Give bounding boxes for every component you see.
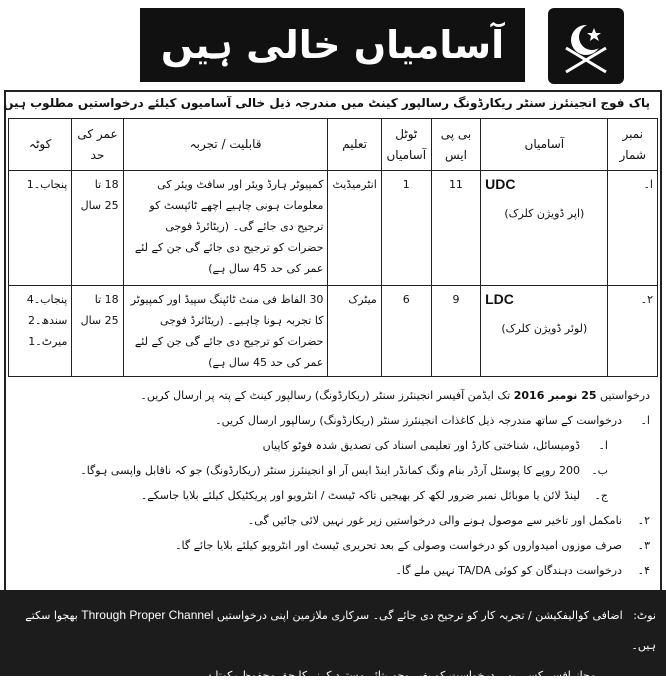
page-title: آسامیاں خالی ہیں <box>140 8 525 82</box>
post-cell <box>481 171 608 286</box>
emblem-icon <box>548 8 624 84</box>
deadline-date: 25 نومبر 2016 <box>513 389 597 402</box>
age-to: 25 سال <box>80 314 119 327</box>
item-text: درخواست کے ساتھ مندرجہ ذیل کاغذات انجینئرز سنٹر (ریکارڈونگ) رسالپور ارسال کریں۔ <box>215 414 622 427</box>
list-item <box>10 508 650 533</box>
item-text: درخواست دہندگان کو کوئی TA/DA نہیں ملے گا۔ <box>395 564 622 577</box>
deadline-pre: درخواستیں <box>600 389 650 402</box>
footer-note <box>0 590 666 682</box>
qualification: کمپیوٹر ہارڈ ویئر اور سافٹ ویئر کی معلومات ہونی چاہیے اچھے ٹائپسٹ کو ترجیح دی جائے گی۔ (ریٹائرڈ فوجی حضرات کو ترجیح دی جائے گی جن کے لئے عمر کی حد 45 سال ہے) <box>123 171 328 286</box>
bps: 9 <box>431 286 480 377</box>
header-cell: نمبر شمار <box>608 119 658 171</box>
note-text-a: اضافی کوالیفکیشن / تجربہ کار کو ترجیح دی جائے گی۔ سرکاری ملازمین اپنی درخواستیں <box>216 609 623 622</box>
list-item <box>10 408 650 433</box>
post-cell <box>481 286 608 377</box>
age-from: 18 تا <box>94 178 119 191</box>
item-text: 200 روپے کا پوسٹل آرڈر بنام ونگ کمانڈر اینڈ ایس آر او انجینئرز سنٹر (ریکارڈونگ) جو کہ ناقابل واپسی ہوگا۔ <box>80 464 580 477</box>
list-item <box>10 533 650 558</box>
item-number: ب۔ <box>591 464 608 477</box>
header-cell: کوٹہ <box>9 119 72 171</box>
total-posts: 1 <box>381 171 431 286</box>
quota-cell <box>9 286 72 377</box>
serial: ا۔ <box>608 171 658 286</box>
header-cell: بی پی ایس <box>431 119 480 171</box>
intro-text: پاک فوج انجینئرز سنٹر ریکارڈونگ رسالپور کینٹ میں مندرجہ ذیل خالی آسامیوں کیلئے درخواستیں مطلوب ہیں <box>3 96 650 110</box>
list-item <box>10 433 650 458</box>
item-number: ۳۔ <box>637 539 650 552</box>
item-text: نامکمل اور تاخیر سے موصول ہونے والی درخواستیں زیر غور نہیں لائی جائیں گی۔ <box>247 514 622 527</box>
item-number: ۲۔ <box>637 514 650 527</box>
instructions <box>10 383 650 583</box>
total-posts: 6 <box>381 286 431 377</box>
note-english: Through Proper Channel <box>81 608 214 622</box>
note-line-1 <box>10 600 656 661</box>
item-number: ۴۔ <box>637 564 650 577</box>
header-cell: قابلیت / تجربہ <box>123 119 328 171</box>
quota-cell <box>9 171 72 286</box>
header-cell: تعلیم <box>328 119 381 171</box>
header-cell: ٹوٹل آسامیاں <box>381 119 431 171</box>
age-cell <box>72 171 123 286</box>
item-text: لینڈ لائن یا موبائل نمبر ضرور لکھ کر بھیجیں تاکہ ٹیسٹ / انٹرویو اور پریکٹیکل کیلئے بلایا جاسکے۔ <box>140 489 580 502</box>
list-item <box>10 458 650 483</box>
bps: 11 <box>431 171 480 286</box>
item-number: ا۔ <box>598 439 608 452</box>
item-text: ڈومیسائل، شناختی کارڈ اور تعلیمی اسناد کی تصدیق شدہ فوٹو کاپیاں <box>262 439 580 452</box>
note-label: نوٹ: <box>633 609 656 622</box>
list-item <box>10 558 650 583</box>
education: انٹرمیڈیٹ <box>328 171 381 286</box>
header-cell: آسامیاں <box>481 119 608 171</box>
table-row <box>9 286 658 377</box>
item-number: ج۔ <box>594 489 608 502</box>
education: میٹرک <box>328 286 381 377</box>
header <box>0 0 666 92</box>
note-text-b: بھجوا سکتے ہیں۔ <box>25 609 656 652</box>
deadline-line <box>10 383 650 408</box>
note-line-2: مجاز افسر کسی بھی درخواست کو بغیر وجہ بتائے مسترد کرنے کا حق محفوظ رکھتا ہے۔ <box>192 669 596 682</box>
age-cell <box>72 286 123 377</box>
table-header-row <box>9 119 658 171</box>
post-name: (لوئر ڈویژن کلرک) <box>501 322 588 335</box>
item-text: صرف موزوں امیدواروں کو درخواست وصولی کے بعد تحریری ٹیسٹ اور انٹرویو کیلئے بلایا جائے گا۔ <box>175 539 622 552</box>
quota: پنجاب۔4 <box>26 293 68 306</box>
quota: پنجاب۔1 <box>26 178 68 191</box>
list-item <box>10 483 650 508</box>
age-from: 18 تا <box>94 293 119 306</box>
vacancy-table <box>8 118 658 377</box>
age-to: 25 سال <box>80 199 119 212</box>
quota: سندھ۔2 <box>27 314 68 327</box>
table-row <box>9 171 658 286</box>
post-code: LDC <box>485 291 514 307</box>
item-number: ا۔ <box>640 414 650 427</box>
serial: ۲۔ <box>608 286 658 377</box>
deadline-post: تک ایڈمن آفیسر انجینئرز سنٹر (ریکارڈونگ) رسالپور کینٹ کے پتہ پر ارسال کریں۔ <box>140 389 511 402</box>
quota: میرٹ۔1 <box>28 335 68 348</box>
qualification: 30 الفاظ فی منٹ ٹائپنگ سپیڈ اور کمپیوٹر کا تجربہ ہونا چاہیے۔ (ریٹائرڈ فوجی حضرات کو ترجیح دی جائے گی جن کے لئے عمر کی حد 45 سال ہے) <box>123 286 328 377</box>
header-cell: عمر کی حد <box>72 119 123 171</box>
post-code: UDC <box>485 176 516 192</box>
post-name: (اپر ڈویژن کلرک) <box>504 207 585 220</box>
